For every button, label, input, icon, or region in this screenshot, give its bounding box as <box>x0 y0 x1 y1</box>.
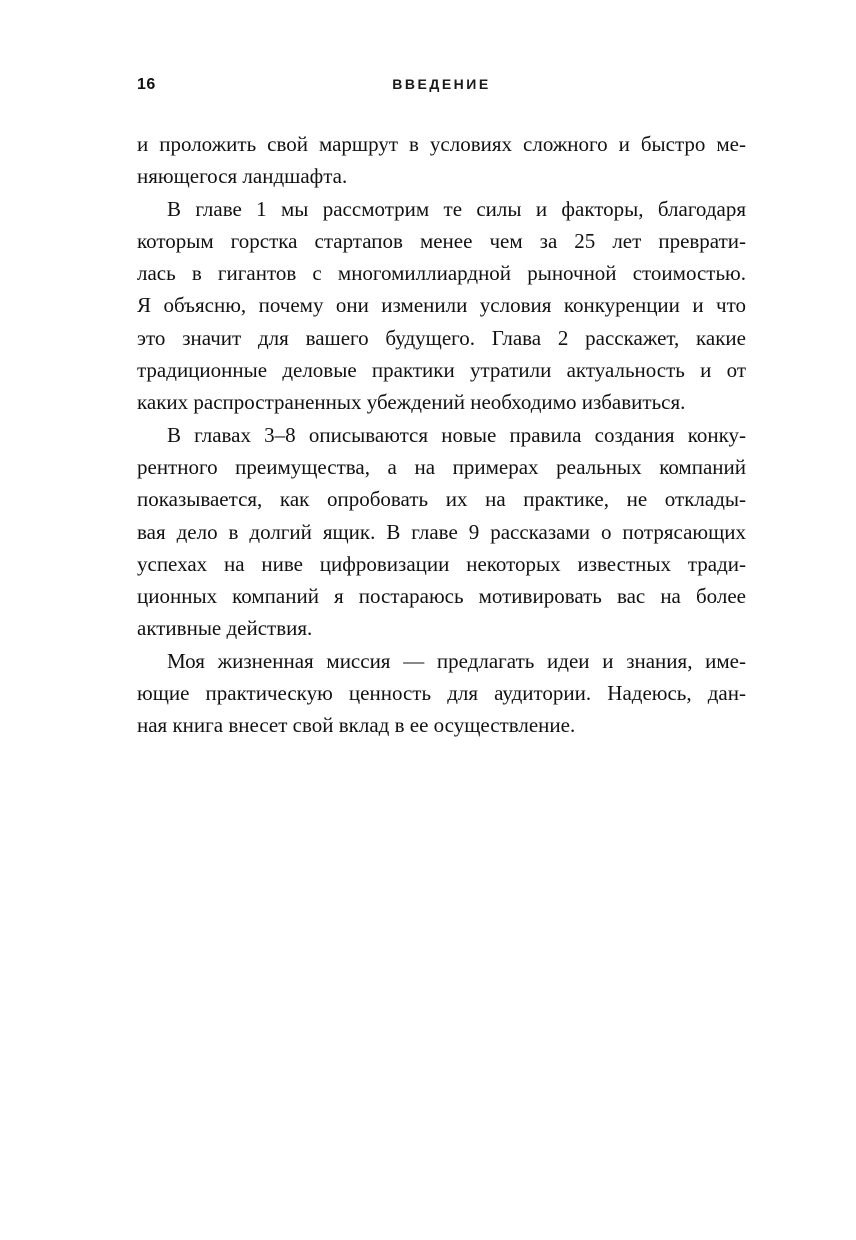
paragraph <box>137 128 746 193</box>
text-line: Я объясню, почему они изменили условия конкуренции и что <box>137 293 746 318</box>
text-line: ционных компаний я постараюсь мотивировать вас на более <box>137 584 746 609</box>
text-line: каких распространенных убеждений необходимо избавиться. <box>137 390 686 415</box>
text-line: которым горстка стартапов менее чем за 25 лет преврати- <box>137 228 746 253</box>
paragraph <box>137 193 746 419</box>
text-line: няющегося ландшафта. <box>137 164 348 189</box>
text-line: активные действия. <box>137 616 313 641</box>
text-line: рентного преимущества, а на примерах реальных компаний <box>137 454 746 479</box>
text-line: успехах на ниве цифровизации некоторых известных тради- <box>137 551 746 576</box>
text-line: это значит для вашего будущего. Глава 2 расскажет, какие <box>137 325 746 350</box>
page-header <box>137 76 746 98</box>
text-line: лась в гигантов с многомиллиардной рыночной стоимостью. <box>137 261 746 286</box>
text-line: ная книга внесет свой вклад в ее осуществление. <box>137 713 576 738</box>
text-line: В главе 1 мы рассмотрим те силы и факторы, благодаря <box>167 196 746 221</box>
text-line: ющие практическую ценность для аудитории. Надеюсь, дан- <box>137 681 746 706</box>
body-text <box>137 128 746 742</box>
text-line: вая дело в долгий ящик. В главе 9 рассказами о потрясающих <box>137 519 746 544</box>
text-line: и проложить свой маршрут в условиях сложного и быстро ме- <box>137 132 746 156</box>
running-header: ВВЕДЕНИЕ <box>392 76 491 92</box>
text-line: Моя жизненная миссия — предлагать идеи и знания, име- <box>167 648 746 673</box>
paragraph <box>137 645 746 742</box>
text-line: показывается, как опробовать их на практике, не отклады- <box>137 487 746 512</box>
page-number: 16 <box>137 76 156 93</box>
paragraph <box>137 419 746 645</box>
text-line: В главах 3–8 описываются новые правила создания конку- <box>167 422 746 447</box>
text-line: традиционные деловые практики утратили актуальность и от <box>137 358 746 383</box>
